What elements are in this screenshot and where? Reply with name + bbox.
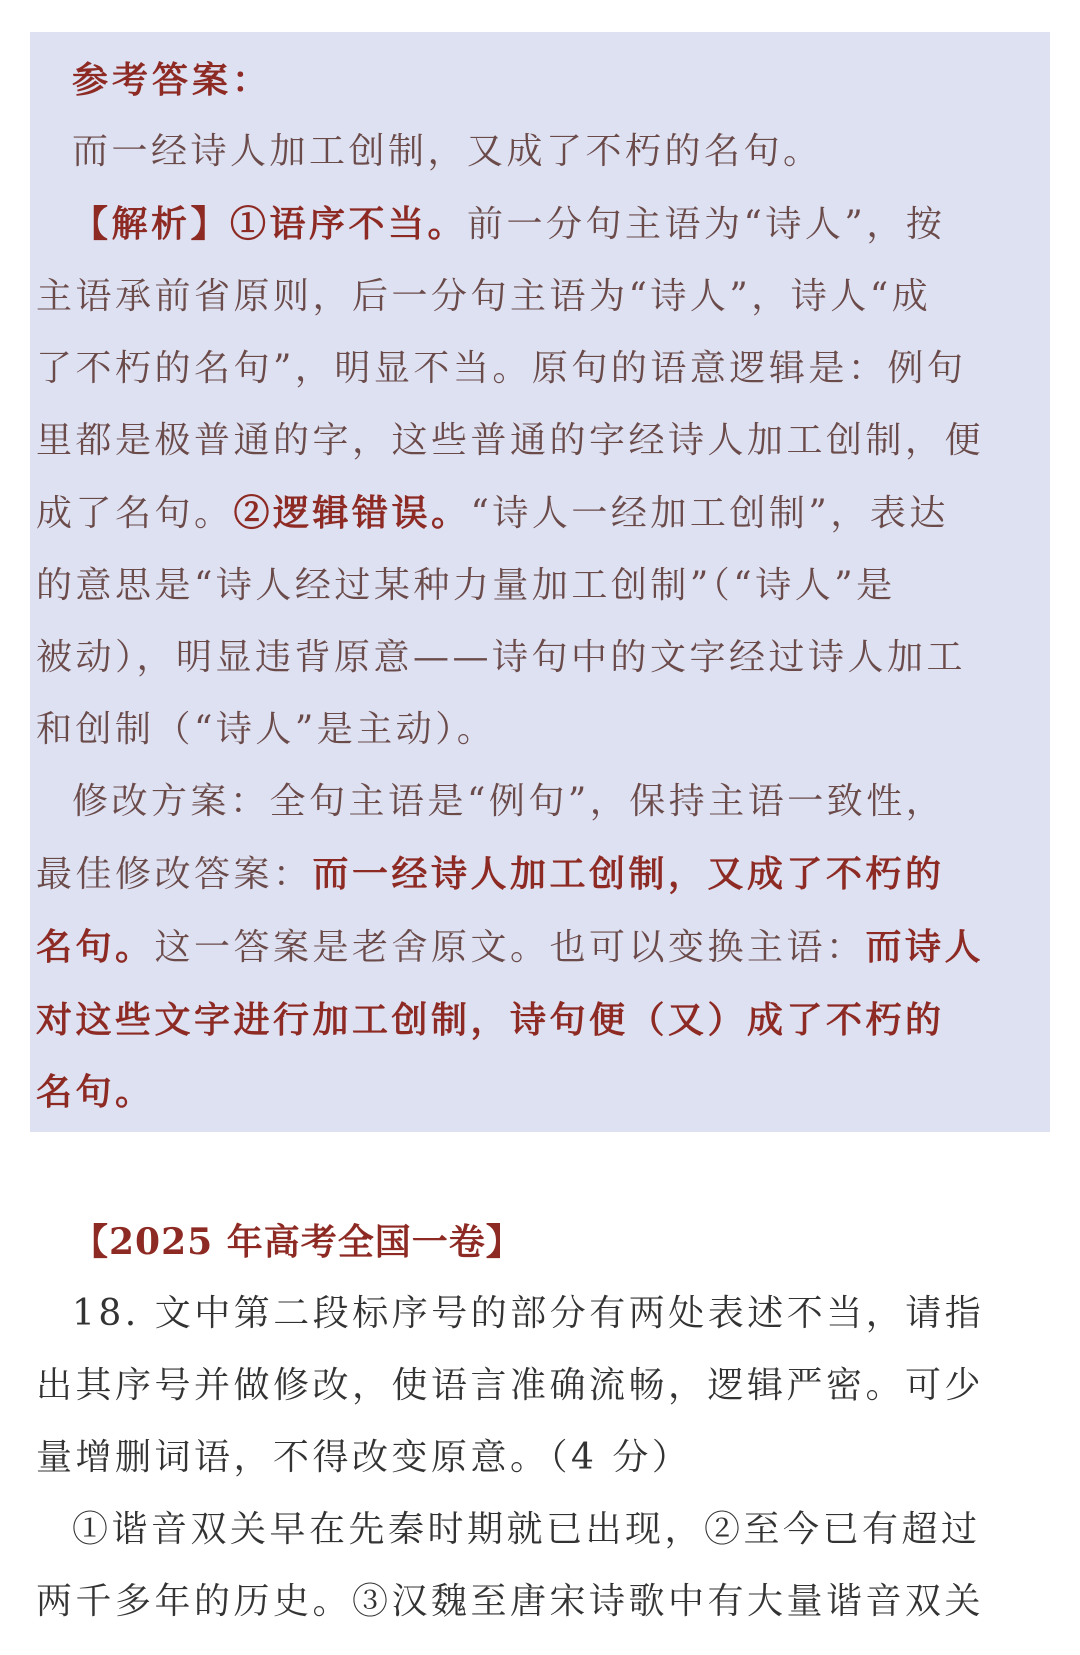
best-answer-label: 最佳修改答案：	[36, 854, 313, 895]
analysis-line-1	[36, 188, 1030, 261]
analysis-line-4: 里都是极普通的字，这些普通的字经诗人加工创制，便	[36, 420, 985, 461]
best-answer-text: 而一经诗人加工创制，又成了不朽的	[312, 853, 945, 895]
alt-answer-line-2: 名句。	[36, 1071, 155, 1113]
analysis-line-5-start: 成了名句。	[36, 493, 234, 534]
source-note: 这一答案是老舍原文。也可以变换主语：	[154, 927, 866, 968]
analysis-line-7: 被动），明显违背原意——诗句中的文字经过诗人加工	[36, 637, 967, 678]
answer-heading: 参考答案：	[72, 59, 273, 101]
analysis-line-5	[36, 477, 1030, 550]
point-1-label: ①语序不当。	[230, 203, 468, 245]
question-line-2: 出其序号并做修改，使语言准确流畅，逻辑严密。可少	[36, 1365, 985, 1406]
question-section	[36, 1206, 1050, 1638]
answer-sentence: 而一经诗人加工创制，又成了不朽的名句。	[72, 131, 823, 172]
alt-answer-start: 而诗人	[865, 926, 985, 968]
revision-line-1: 修改方案：全句主语是“例句”，保持主语一致性，	[72, 781, 946, 822]
analysis-line-3: 了不朽的名句”，明显不当。原句的语意逻辑是：例句	[36, 348, 967, 389]
best-answer-end: 名句。	[36, 926, 155, 968]
passage-line-2: 两千多年的历史。③汉魏至唐宋诗歌中有大量谐音双关	[36, 1581, 985, 1622]
question-line-3: 量增删词语，不得改变原意。（4 分）	[36, 1437, 692, 1478]
analysis-line-8: 和创制（“诗人”是主动）。	[36, 709, 497, 750]
passage-line-1: ①谐音双关早在先秦时期就已出现，②至今已有超过	[72, 1509, 981, 1550]
revision-line-3	[36, 911, 1030, 984]
revision-line-2	[36, 838, 1030, 911]
analysis-line-5-end: “诗人一经加工创制”，表达	[470, 493, 949, 534]
analysis-tag: 【解析】	[72, 203, 231, 245]
reference-answer-box	[30, 32, 1050, 1132]
point-2-label: ②逻辑错误。	[233, 492, 471, 534]
analysis-line-6: 的意思是“诗人经过某种力量加工创制”（“诗人”是	[36, 565, 896, 606]
question-line-1: 18. 文中第二段标序号的部分有两处表述不当，请指	[72, 1293, 985, 1334]
analysis-line-2: 主语承前省原则，后一分句主语为“诗人”，诗人“成	[36, 276, 932, 317]
question-source-title: 【2025 年高考全国一卷】	[72, 1221, 523, 1263]
alt-answer-line-1: 对这些文字进行加工创制，诗句便（又）成了不朽的	[36, 999, 945, 1041]
point-1-text: 前一分句主语为“诗人”，按	[467, 204, 946, 245]
